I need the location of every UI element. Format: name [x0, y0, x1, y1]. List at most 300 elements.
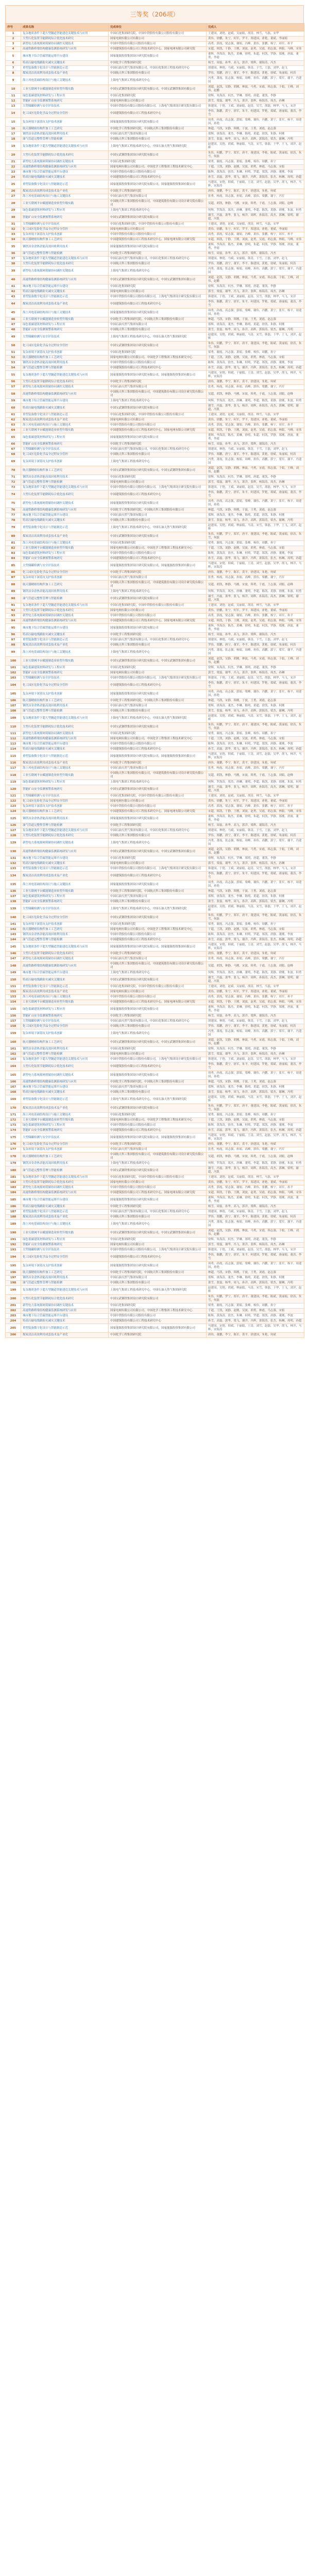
row-achievement: 煤炭清洁高效利用成套技术及产业化	[21, 1104, 109, 1113]
row-achievement: 钢铁冶金余热余能高效回收利用技术	[21, 1161, 109, 1166]
row-index: 145	[6, 943, 21, 952]
row-people: 董辉，李海涛，陈杰，黄琳，徐明，朱超，何凯，罗静，郑刚，唐波，董勇，李霞	[207, 433, 304, 442]
row-index: 14	[6, 109, 21, 118]
row-unit: 国家能源投资集团设计研究院有限公司，国家能源投资集团有限公司	[109, 562, 207, 570]
row-people: 陈辉，黄海涛，徐杰，朱琳，何明，罗超，郑凯，唐静，董刚，李波	[207, 1123, 304, 1128]
row-achievement: 复杂环境下深基坑支护技术创新	[21, 575, 109, 581]
row-unit: 中国中铁股份有限公司股份有限公司	[109, 804, 207, 809]
row-unit: 国家电网有限公司有限公司	[109, 1052, 207, 1057]
table-row	[6, 371, 304, 380]
row-achievement: 煤炭清洁高效利用成套技术及产业化	[21, 761, 109, 766]
row-achievement: 高速铁路桥梁结构健康监测系统研发与应用	[21, 390, 109, 399]
row-achievement: 航天器精密结构件加工工艺研究	[21, 927, 109, 933]
row-unit: 中国石化集团研究院，中国中铁股份有限公司股份有限公司	[109, 1175, 207, 1180]
row-index: 203	[6, 1314, 21, 1319]
row-unit: 中国化学工程集团研究院	[109, 633, 207, 638]
table-row	[6, 1333, 304, 1338]
row-index: 102	[6, 671, 21, 676]
row-people: 冯勇，萧霞，张志强，杨娟，周峰，孙伟，高鹏，郭宁，梁军，谢平，冯建国	[207, 267, 304, 276]
table-row	[6, 160, 304, 165]
table-row	[6, 971, 304, 976]
row-index: 53	[6, 361, 21, 366]
row-unit: 上海电气集团工程技术研究中心	[109, 839, 207, 848]
table-row	[6, 742, 304, 747]
table-row	[6, 905, 304, 913]
row-unit: 上海电气集团工程技术研究中心	[109, 457, 207, 466]
row-index: 82	[6, 546, 21, 551]
row-achievement: 复杂环境下深基坑支护技术创新	[21, 922, 109, 927]
row-achievement: 复杂地质条件下超大型隧道智能建造关键技术与应用	[21, 485, 109, 490]
table-row	[6, 180, 304, 189]
row-achievement: 新型电力系统源网荷储协同调控关键技术	[21, 1303, 109, 1309]
row-index: 191	[6, 1238, 21, 1243]
row-people: 杨雪，周磊，孙华，高飞，郭洋，梁辉，谢海涛，冯杰	[207, 442, 304, 447]
row-unit: 中国中铁股份有限公司股份有限公司，上海电气集团设计研究院有限公司	[109, 485, 207, 490]
row-unit: 中国宝武钢铁集团设计研究院有限公司	[109, 151, 207, 160]
row-achievement: 航天器精密结构件加工工艺研究	[21, 355, 109, 361]
table-row	[6, 570, 304, 575]
row-unit: 中国石化集团研究院，中国中铁股份有限公司股份有限公司	[109, 31, 207, 37]
row-achievement: 航天器精密结构件加工工艺研究	[21, 1153, 109, 1161]
row-unit: 中国航天科工集团股份有限公司	[109, 262, 207, 267]
row-index: 43	[6, 295, 21, 300]
row-people: 董辉，李海涛，陈杰，黄琳，徐明，朱超，何凯，罗静，郑刚，唐波，董勇，李霞	[207, 815, 304, 823]
row-unit: 中国航天科工集团股份有限公司，中国建筑股份有限公司设计研究院有限公司	[109, 581, 207, 589]
table-row	[6, 243, 304, 251]
row-index: 161	[6, 1047, 21, 1052]
row-achievement: 海上风电基础结构设计与施工关键技术	[21, 880, 109, 889]
row-unit: 中国宝武钢铁集团设计研究院有限公司，中国宝武钢铁集团有限公司	[109, 276, 207, 284]
row-index: 22	[6, 165, 21, 170]
row-people: 朱伟，何鹏，罗宁，郑军，唐平，董建国，李艳，陈斌，黄丽娟，徐涛，朱雪，何磊	[207, 342, 304, 350]
row-unit: 中国石化集团研究院	[109, 475, 207, 480]
row-achievement: 钢铁冶金余热余能高效回收利用技术	[21, 361, 109, 366]
row-unit: 中国中铁股份有限公司股份有限公司	[109, 1123, 207, 1128]
table-row	[6, 714, 304, 723]
row-achievement: 大型石化装置节能降耗综合优化技术研究	[21, 490, 109, 499]
row-unit: 上海电气集团工程技术研究中心	[109, 648, 207, 657]
row-people: 马建国，宋艳，韩斌，于丽娟，王涛，刘雪，赵磊，吴华，胡飞，林洋，马辉，宋海涛	[207, 1324, 304, 1333]
table-row	[6, 699, 304, 704]
table-row	[6, 47, 304, 52]
row-index: 180	[6, 1166, 21, 1175]
row-achievement: 大型储罐检测与安全评估技术	[21, 333, 109, 342]
row-index: 138	[6, 900, 21, 905]
row-people: 徐辉，朱海涛，何杰，罗琳，郑明，唐超，董凯，李静	[207, 666, 304, 671]
row-achievement: 煤炭清洁高效利用成套技术及产业化	[21, 1215, 109, 1220]
row-achievement: 大型石化装置节能降耗综合优化技术研究	[21, 608, 109, 614]
row-index: 141	[6, 922, 21, 927]
table-row	[6, 1142, 304, 1147]
table-row	[6, 480, 304, 485]
row-unit: 中国航天科工集团股份有限公司	[109, 452, 207, 457]
table-row	[6, 485, 304, 490]
table-header-row	[6, 24, 304, 31]
row-achievement: 新型电力系统源网荷储协同调控关键技术	[21, 1071, 109, 1080]
row-unit: 国家能源投资集团设计研究院有限公司	[109, 1196, 207, 1205]
row-achievement: 特高压输电线路防灾减灾关键技术	[21, 61, 109, 66]
row-people: 梁勇，谢霞，冯志强，萧娟，张峰，杨伟，周鹏，孙宁	[207, 922, 304, 927]
row-people: 李伟，陈鹏，黄宁，徐军，朱平，何建国，罗艳，郑斌，唐丽娟，董涛，李雪	[207, 1062, 304, 1071]
row-index: 49	[6, 333, 21, 342]
row-achievement: 新型电力系统源网荷储协同调控关键技术	[21, 1185, 109, 1191]
row-index: 152	[6, 990, 21, 995]
row-unit: 中国化学工程集团研究院，中国航天科工集团股份有限公司	[109, 889, 207, 894]
row-people: 韩建国，于艳，王斌，刘丽娟，赵涛，吴雪，胡磊，林华，马飞，宋洋	[207, 867, 304, 872]
row-achievement: 钢铁冶金余热余能高效回收利用技术	[21, 933, 109, 938]
row-unit: 国家电网有限公司有限公司	[109, 608, 207, 614]
row-unit: 中国化学工程集团研究院，中国航天科工集团股份有限公司	[109, 1270, 207, 1276]
row-index: 131	[6, 856, 21, 861]
row-people: 高勇，郭霞，梁志强，谢娟，冯峰，萧伟，张鹏，杨宁，周军，孙平	[207, 1185, 304, 1191]
table-row	[6, 690, 304, 699]
row-people: 吴超，胡凯，林静，马刚，宋波，韩勇，于霞，王志强，刘娟，赵峰	[207, 1153, 304, 1161]
row-achievement: 海上风电基础结构设计与施工关键技术	[21, 309, 109, 317]
row-people: 宋超，韩凯，于静，王刚，刘波，赵勇，吴霞，胡志强，林娟，马峰，宋伟	[207, 619, 304, 624]
row-index: 81	[6, 541, 21, 546]
row-index: 154	[6, 1000, 21, 1005]
row-people: 徐辉，朱海涛，何杰，罗琳，郑明，唐超，董凯，李静	[207, 856, 304, 861]
row-unit: 中国化学工程集团研究院	[109, 570, 207, 575]
table-row	[6, 952, 304, 957]
table-row	[6, 804, 304, 809]
row-index: 199	[6, 1286, 21, 1295]
row-unit: 中国宝武钢铁集团设计研究院有限公司，中国宝武钢铁集团有限公司	[109, 1038, 207, 1047]
row-achievement: 重型装备数字化设计与智能制造示范	[21, 523, 109, 532]
row-people: 韩建国，于艳，王斌，刘丽娟，赵涛，吴雪，胡磊，林华，马飞，宋洋	[207, 104, 304, 109]
table-row	[6, 976, 304, 985]
row-achievement: 工业互联网平台赋能制造业转型升级实践	[21, 546, 109, 551]
row-index: 19	[6, 142, 21, 151]
row-people: 陈辉，黄海涛，徐杰，朱琳，何明，罗超，郑凯，唐静，董刚，李波	[207, 170, 304, 175]
table-row	[6, 771, 304, 780]
row-people: 张勇，杨霞，周志强，孙娟，高峰，郭伟，梁鹏，谢宁，冯军	[207, 194, 304, 199]
row-people: 林超，马凯，宋静，韩刚，于波，王勇，刘霞，赵志强	[207, 1080, 304, 1085]
table-row	[6, 657, 304, 666]
row-unit: 国家能源投资集团设计研究院有限公司，国家能源投资集团有限公司	[109, 180, 207, 189]
table-row	[6, 1128, 304, 1133]
row-achievement: 大型石化装置节能降耗综合优化技术研究	[21, 1062, 109, 1071]
row-unit: 中国石化集团研究院，中国中铁股份有限公司股份有限公司	[109, 985, 207, 990]
table-row	[6, 1319, 304, 1324]
table-row	[6, 1270, 304, 1276]
table-row	[6, 985, 304, 990]
row-unit: 中国建筑股份有限公司工程技术研究中心，国家电网有限公司研究院	[109, 1191, 207, 1196]
row-unit: 国家电网有限公司有限公司	[109, 99, 207, 104]
row-achievement: 钢铁冶金余热余能高效回收利用技术	[21, 589, 109, 595]
row-people: 王建国，刘艳，赵斌，吴丽娟，胡涛，林雪，马磊，宋华	[207, 794, 304, 799]
row-index: 79	[6, 523, 21, 532]
row-achievement: 智能矿山安全监测预警系统研究	[21, 900, 109, 905]
row-unit: 国家能源投资集团设计研究院有限公司，国家能源投资集团有限公司	[109, 1324, 207, 1333]
row-people: 孙雪，高磊，郭华，梁飞，谢洋，冯辉，萧海涛，张杰，杨琳，周明，孙超	[207, 938, 304, 943]
row-index: 113	[6, 742, 21, 747]
table-row	[6, 1095, 304, 1104]
row-people: 于超，王凯，刘静，赵刚，吴波，胡勇，林霞，马志强，宋娟	[207, 1118, 304, 1123]
row-people: 陈辉，黄海涛，徐杰，朱琳，何明，罗超，郑凯，唐静，董刚，李波	[207, 933, 304, 938]
row-unit: 中国石化集团研究院	[109, 666, 207, 671]
row-achievement: 新型电力系统源网荷储协同调控关键技术	[21, 267, 109, 276]
row-index: 115	[6, 752, 21, 761]
row-unit: 中国石化集团研究院	[109, 732, 207, 737]
row-unit: 中国化学工程集团研究院，中国航天科工集团股份有限公司	[109, 508, 207, 513]
row-index: 123	[6, 804, 21, 809]
row-index: 184	[6, 1191, 21, 1196]
row-index: 20	[6, 151, 21, 160]
row-index: 125	[6, 815, 21, 823]
row-index: 93	[6, 614, 21, 619]
row-unit: 中国石化集团研究院	[109, 541, 207, 546]
row-achievement: 航天器精密结构件加工工艺研究	[21, 238, 109, 243]
row-index: 167	[6, 1085, 21, 1090]
table-row	[6, 839, 304, 848]
row-index: 45	[6, 309, 21, 317]
row-people: 李伟，陈鹏，黄宁，徐军，朱平，何建国，罗艳，郑斌，唐丽娟，董涛，李雪	[207, 681, 304, 690]
row-unit: 国家能源投资集团设计研究院有限公司	[109, 309, 207, 317]
row-unit: 中国石油天然气集团有限公司	[109, 323, 207, 328]
row-people: 黄伟，徐鹏，朱宁，何军，罗平，郑建国，唐艳，董斌，李丽娟	[207, 227, 304, 232]
row-index: 185	[6, 1196, 21, 1205]
table-row	[6, 366, 304, 371]
row-people: 孙雪，高磊，郭华，梁飞，谢洋，冯辉，萧海涛，张杰，杨琳，周明，孙超	[207, 747, 304, 752]
row-achievement: 重型装备数字化设计与智能制造示范	[21, 638, 109, 643]
table-row	[6, 85, 304, 94]
row-unit: 中国石油天然气集团有限公司	[109, 575, 207, 581]
row-index: 162	[6, 1052, 21, 1057]
row-people: 吴超，胡凯，林静，马刚，宋波，韩勇，于霞，王志强，刘娟，赵峰	[207, 962, 304, 971]
table-row	[6, 342, 304, 350]
row-achievement: 工业互联网平台赋能制造业转型升级实践	[21, 1118, 109, 1123]
row-index: 18	[6, 137, 21, 142]
row-unit: 中国石油天然气集团有限公司	[109, 1147, 207, 1153]
row-index: 118	[6, 771, 21, 780]
row-index: 144	[6, 938, 21, 943]
table-row	[6, 541, 304, 546]
row-achievement: 钢铁冶金余热余能高效回收利用技术	[21, 132, 109, 137]
row-achievement: 特高压输电线路防灾减灾关键技术	[21, 290, 109, 295]
table-row	[6, 1185, 304, 1191]
row-index: 106	[6, 699, 21, 704]
row-people: 宋超，韩凯，于静，王刚，刘波，赵勇，吴霞，胡志强，林娟，马峰，宋伟	[207, 47, 304, 52]
row-achievement: 化工园区危险化学品全过程安全管控	[21, 452, 109, 457]
row-people: 孙雪，高磊，郭华，梁飞，谢洋，冯辉，萧海涛，张杰，杨琳，周明，孙超	[207, 1128, 304, 1133]
row-unit: 中国建筑股份有限公司工程技术研究中心	[109, 109, 207, 118]
page	[0, 5, 309, 1338]
row-people: 黄伟，徐鹏，朱宁，何军，罗平，郑建国，唐艳，董斌，李丽娟	[207, 37, 304, 42]
row-unit: 国家能源投资集团设计研究院有限公司	[109, 1071, 207, 1080]
row-people: 罗伟，郑鹏，唐宁，董军，李平，陈建国，黄艳，徐斌，朱丽娟，何涛	[207, 1024, 304, 1029]
row-people: 唐伟，董鹏，李宁，陈军，黄平，徐建国，朱艳，何斌	[207, 1142, 304, 1147]
table-row	[6, 61, 304, 66]
row-people: 谢雪，冯磊，萧华，张飞，杨洋，周辉，孙海涛，高杰，郭琳，梁明，谢超，冯凯	[207, 976, 304, 985]
row-achievement: 油气管道完整性管理与智能检测	[21, 595, 109, 603]
row-achievement: 新型电力系统源网荷储协同调控关键技术	[21, 385, 109, 390]
table-row	[6, 666, 304, 671]
row-achievement: 特高压输电线路防灾减灾关键技术	[21, 1090, 109, 1095]
row-unit: 国家电网有限公司有限公司	[109, 1180, 207, 1185]
row-unit: 中国石油天然气集团有限公司	[109, 194, 207, 199]
row-people: 孙雪，高磊，郭华，梁飞，谢洋，冯辉，萧海涛，张杰，杨琳，周明，孙超	[207, 175, 304, 180]
row-people: 赵建国，吴艳，胡斌，林丽娟，马涛，宋雪，韩磊，于华，王飞，刘洋，赵辉	[207, 523, 304, 532]
row-people: 黄伟，徐鹏，朱宁，何军，罗平，郑建国，唐艳，董斌，李丽娟	[207, 990, 304, 995]
row-unit: 国家电网有限公司有限公司	[109, 418, 207, 423]
row-achievement: 海上风电基础结构设计与施工关键技术	[21, 76, 109, 85]
row-unit: 中国建筑股份有限公司工程技术研究中心	[109, 556, 207, 562]
row-unit: 中国航天科工集团股份有限公司，中国建筑股份有限公司设计研究院有限公司	[109, 199, 207, 208]
table-row	[6, 861, 304, 867]
table-row	[6, 619, 304, 624]
row-people: 李伟，陈鹏，黄宁，徐军，朱平，何建国，罗艳，郑斌，唐丽娟，董涛，李雪	[207, 300, 304, 309]
row-people: 高勇，郭霞，梁志强，谢娟，冯峰，萧伟，张鹏，杨宁，周军，孙平	[207, 232, 304, 238]
row-unit: 中国石油天然气集团有限公司	[109, 513, 207, 518]
row-achievement: 钢铁冶金余热余能高效回收利用技术	[21, 1047, 109, 1052]
table-row	[6, 428, 304, 433]
row-unit: 上海电气集团工程技术研究中心	[109, 267, 207, 276]
row-achievement: 复杂环境下深基坑支护技术创新	[21, 1262, 109, 1270]
table-row	[6, 380, 304, 385]
row-achievement: 化工园区危险化学品全过程安全管控	[21, 342, 109, 350]
row-unit: 中国建筑股份有限公司工程技术研究中心	[109, 681, 207, 690]
row-achievement: 化工园区危险化学品全过程安全管控	[21, 799, 109, 804]
row-index: 139	[6, 905, 21, 913]
table-row	[6, 309, 304, 317]
row-unit: 中国航天科工集团股份有限公司	[109, 1281, 207, 1286]
table-row	[6, 475, 304, 480]
table-row	[6, 732, 304, 737]
table-row	[6, 227, 304, 232]
row-index: 121	[6, 794, 21, 799]
row-people: 何辉，罗海涛，郑杰，唐琳，董明，李超，陈凯，黄静，徐刚，朱波，何勇	[207, 1161, 304, 1166]
row-achievement: 钢铁冶金余热余能高效回收利用技术	[21, 704, 109, 709]
row-index: 157	[6, 1019, 21, 1024]
row-index: 5	[6, 52, 21, 61]
table-row	[6, 1161, 304, 1166]
table-row	[6, 1229, 304, 1238]
table-caption: 三等奖（206项）	[5, 5, 304, 23]
row-achievement: 航天器精密结构件加工工艺研究	[21, 127, 109, 132]
row-index: 104	[6, 681, 21, 690]
row-achievement: 复杂地质条件下超大型隧道智能建造关键技术与应用	[21, 714, 109, 723]
row-people: 罗伟，郑鹏，唐宁，董军，李平，陈建国，黄艳，徐斌，朱丽娟，何涛	[207, 643, 304, 648]
row-achievement: 高速铁路桥梁结构健康监测系统研发与应用	[21, 1191, 109, 1196]
row-achievement: 城市地下综合管廊智能运维平台建设	[21, 52, 109, 61]
row-achievement: 航天器精密结构件加工工艺研究	[21, 699, 109, 704]
row-index: 61	[6, 413, 21, 418]
row-index: 95	[6, 624, 21, 633]
row-index: 143	[6, 933, 21, 938]
row-index: 76	[6, 508, 21, 513]
row-achievement: 油气管道完整性管理与智能检测	[21, 938, 109, 943]
table-row	[6, 1071, 304, 1080]
row-unit: 中国宝武钢铁集团设计研究院有限公司，中国宝武钢铁集团有限公司	[109, 1229, 207, 1238]
row-people: 谢雪，冯磊，萧华，张飞，杨洋，周辉，孙海涛，高杰，郭琳，梁明，谢超，冯凯	[207, 213, 304, 222]
row-index: 46	[6, 317, 21, 323]
row-unit: 中国石油天然气集团有限公司	[109, 1085, 207, 1090]
row-achievement: 复杂地质条件下超大型隧道智能建造关键技术与应用	[21, 257, 109, 262]
row-unit: 中国航天科工集团股份有限公司	[109, 518, 207, 523]
row-achievement: 大型储罐检测与安全评估技术	[21, 794, 109, 799]
row-unit: 国家能源投资集团设计研究院有限公司，国家能源投资集团有限公司	[109, 943, 207, 952]
row-people: 梁勇，谢霞，冯志强，萧娟，张峰，杨伟，周鹏，孙宁	[207, 350, 304, 355]
row-unit: 中国宝武钢铁集团设计研究院有限公司，中国宝武钢铁集团有限公司	[109, 657, 207, 666]
row-people: 于超，王凯，刘静，赵刚，吴波，胡勇，林霞，马志强，宋娟	[207, 165, 304, 170]
table-row	[6, 1324, 304, 1333]
row-people: 高勇，郭霞，梁志强，谢娟，冯峰，萧伟，张鹏，杨宁，周军，孙平	[207, 423, 304, 428]
table-row	[6, 575, 304, 581]
row-index: 70	[6, 466, 21, 475]
row-index: 119	[6, 780, 21, 785]
row-index: 62	[6, 418, 21, 423]
row-people: 吴超，胡凯，林静，马刚，宋波，韩勇，于霞，王志强，刘娟，赵峰	[207, 199, 304, 208]
row-achievement: 海上风电基础结构设计与施工关键技术	[21, 648, 109, 657]
row-people: 何辉，罗海涛，郑杰，唐琳，董明，李超，陈凯，黄静，徐刚，朱波，何勇	[207, 971, 304, 976]
row-unit: 国家能源投资集团设计研究院有限公司	[109, 433, 207, 442]
table-row	[6, 922, 304, 927]
row-achievement: 复杂环境下深基坑支护技术创新	[21, 690, 109, 699]
row-achievement: 大型石化装置节能降耗综合优化技术研究	[21, 723, 109, 732]
row-unit: 上海电气集团工程技术研究中心	[109, 1029, 207, 1038]
row-achievement: 绿色低碳建筑材料研发与工程应用	[21, 1005, 109, 1014]
row-index: 86	[6, 570, 21, 575]
table-row	[6, 1243, 304, 1248]
table-row	[6, 643, 304, 648]
row-achievement: 绿色低碳建筑材料研发与工程应用	[21, 323, 109, 328]
table-row	[6, 267, 304, 276]
row-unit: 上海电气集团工程技术研究中心	[109, 76, 207, 85]
row-achievement: 油气管道完整性管理与智能检测	[21, 1281, 109, 1286]
table-row	[6, 1080, 304, 1085]
row-index: 206	[6, 1333, 21, 1338]
row-people: 唐伟，董鹏，李宁，陈军，黄平，徐建国，朱艳，何斌	[207, 380, 304, 385]
table-row	[6, 276, 304, 284]
row-people: 韩建国，于艳，王斌，刘丽娟，赵涛，吴雪，胡磊，林华，马飞，宋洋	[207, 1248, 304, 1253]
row-achievement: 高速铁路桥梁结构健康监测系统研发与应用	[21, 165, 109, 170]
row-achievement: 特高压输电线路防灾减灾关键技术	[21, 1319, 109, 1324]
row-people: 郑辉，唐海涛，董杰，李琳，陈明，黄超，徐凯，朱静，何刚	[207, 894, 304, 900]
row-people: 萧雪，张磊，杨华，周飞，孙洋，高辉，郭海涛，梁杰，谢琳，冯明	[207, 900, 304, 905]
row-index: 36	[6, 251, 21, 257]
row-achievement: 新型电力系统源网荷储协同调控关键技术	[21, 839, 109, 848]
table-row	[6, 1118, 304, 1123]
row-achievement: 煤炭清洁高效利用成套技术及产业化	[21, 71, 109, 76]
row-achievement: 油气管道完整性管理与智能检测	[21, 823, 109, 828]
row-index: 2	[6, 37, 21, 42]
row-achievement: 油气管道完整性管理与智能检测	[21, 251, 109, 257]
row-people: 罗伟，郑鹏，唐宁，董军，李平，陈建国，黄艳，徐斌，朱丽娟，何涛	[207, 71, 304, 76]
row-achievement: 城市地下综合管廊智能运维平台建设	[21, 742, 109, 747]
row-unit: 国家电网有限公司有限公司	[109, 990, 207, 995]
row-index: 163	[6, 1057, 21, 1062]
row-people: 马建国，宋艳，韩斌，于丽娟，王涛，刘雪，赵磊，吴华，胡飞，林洋，马辉，宋海涛	[207, 943, 304, 952]
row-index: 98	[6, 643, 21, 648]
table-row	[6, 1196, 304, 1205]
row-unit: 国家能源投资集团设计研究院有限公司	[109, 1262, 207, 1270]
row-unit: 中国宝武钢铁集团设计研究院有限公司	[109, 785, 207, 794]
row-unit: 中国宝武钢铁集团设计研究院有限公司，中国宝武钢铁集团有限公司	[109, 848, 207, 856]
table-row	[6, 1191, 304, 1196]
table-row	[6, 1210, 304, 1215]
row-index: 173	[6, 1123, 21, 1128]
row-index: 140	[6, 913, 21, 922]
table-row	[6, 1062, 304, 1071]
row-unit: 中国化学工程集团研究院	[109, 251, 207, 257]
row-achievement: 海上风电基础结构设计与施工关键技术	[21, 423, 109, 428]
row-achievement: 城市地下综合管廊智能运维平台建设	[21, 1314, 109, 1319]
row-unit: 中国建筑股份有限公司工程技术研究中心	[109, 175, 207, 180]
row-index: 127	[6, 828, 21, 834]
row-unit: 中国石化集团研究院，中国中铁股份有限公司股份有限公司	[109, 794, 207, 799]
row-achievement: 绿色低碳建筑材料研发与工程应用	[21, 894, 109, 900]
